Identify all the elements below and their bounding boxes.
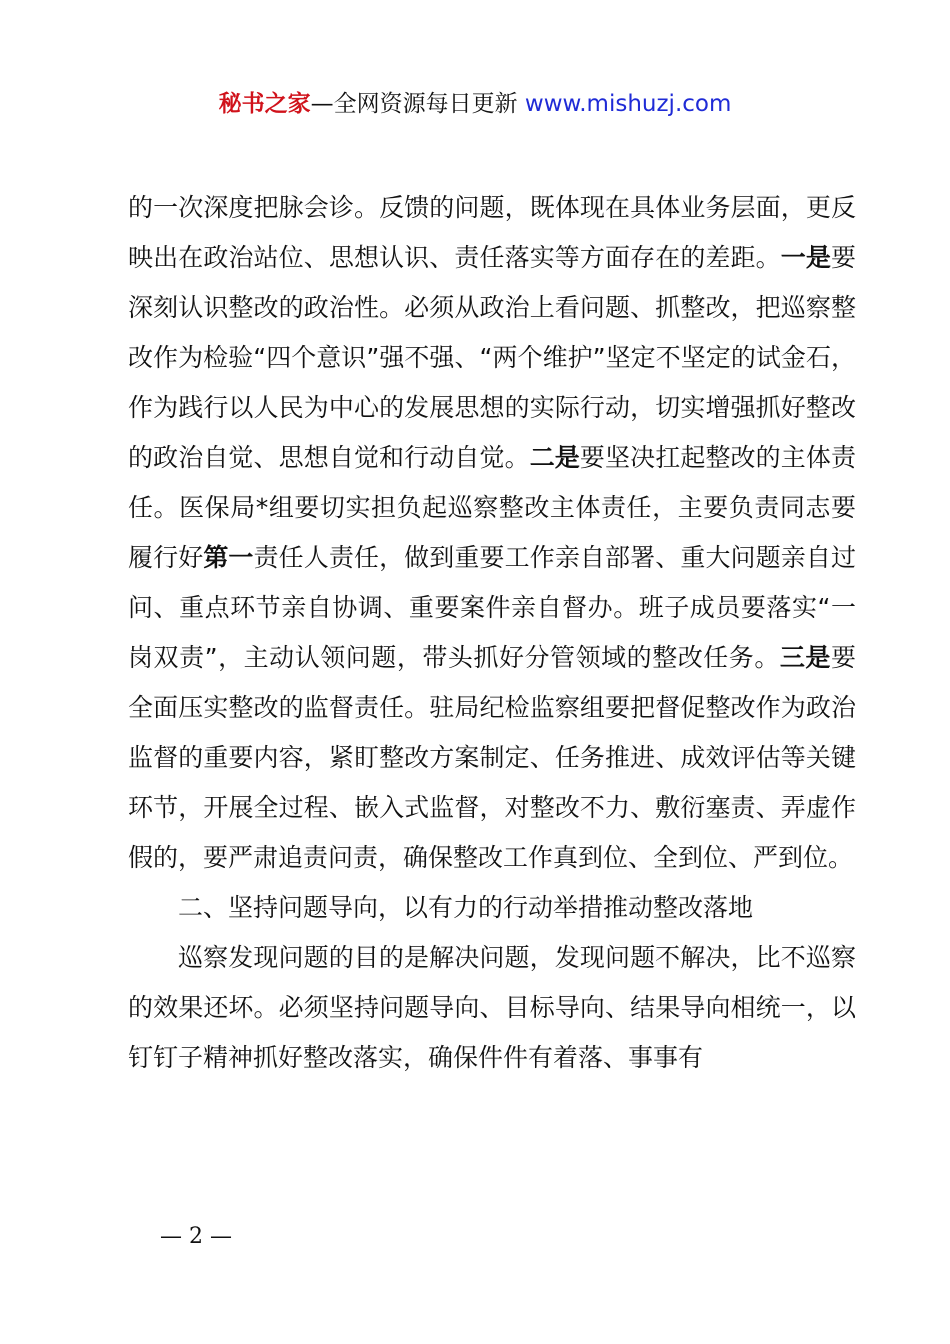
bold-marker-third: 三是 <box>779 643 831 672</box>
paragraph-text: 要坚决扛起整改的主体责任。医保局*组要切实担负起巡察整改主体责任，主要负责同志要履行好 <box>128 443 856 572</box>
paragraph-text: 责任人责任，做到重要工作亲自部署、重大问题亲自过问、重点环节亲自协调、重要案件亲自督办。班子成员要落实“一岗双责”，主动认领问题，带头抓好分管领域的整改任务。 <box>128 543 856 672</box>
site-header <box>0 86 950 122</box>
paragraph-text: 的一次深度把脉会诊。反馈的问题，既体现在具体业务层面，更反映出在政治站位、思想认识、责任落实等方面存在的差距。 <box>128 193 856 272</box>
brand-name: 秘书之家 <box>218 91 311 117</box>
document-body <box>128 183 856 1083</box>
bold-marker-first: 一是 <box>780 243 831 272</box>
page-number: — 2 — <box>160 1224 232 1249</box>
body-paragraph-1 <box>128 183 856 883</box>
body-paragraph-2: 巡察发现问题的目的是解决问题，发现问题不解决，比不巡察的效果还坏。必须坚持问题导向、目标导向、结果导向相统一，以钉钉子精神抓好整改落实，确保件件有着落、事事有 <box>128 943 856 1072</box>
bold-first-responsible: 第一 <box>203 543 254 572</box>
paragraph-text: 要深刻认识整改的政治性。必须从政治上看问题、抓整改，把巡察整改作为检验“四个意识”强不强、“两个维护”坚定不坚定的试金石，作为践行以人民为中心的发展思想的实际行动，切实增强抓好整改的政治自觉、思想自觉和行动自觉。 <box>128 243 856 472</box>
paragraph-text: 要全面压实整改的监督责任。驻局纪检监察组要把督促整改作为政治监督的重要内容，紧盯整改方案制定、任务推进、成效评估等关键环节，开展全过程、嵌入式监督，对整改不力、敷衍塞责、弄虚作假的，要严肃追责问责，确保整改工作真到位、全到位、严到位。 <box>128 643 856 872</box>
site-url-link[interactable]: www.mishuzj.com <box>524 91 732 117</box>
bold-marker-second: 二是 <box>529 443 580 472</box>
section-heading-2: 二、坚持问题导向，以有力的行动举措推动整改落地 <box>178 893 754 922</box>
header-tagline: —全网资源每日更新 <box>310 91 525 117</box>
